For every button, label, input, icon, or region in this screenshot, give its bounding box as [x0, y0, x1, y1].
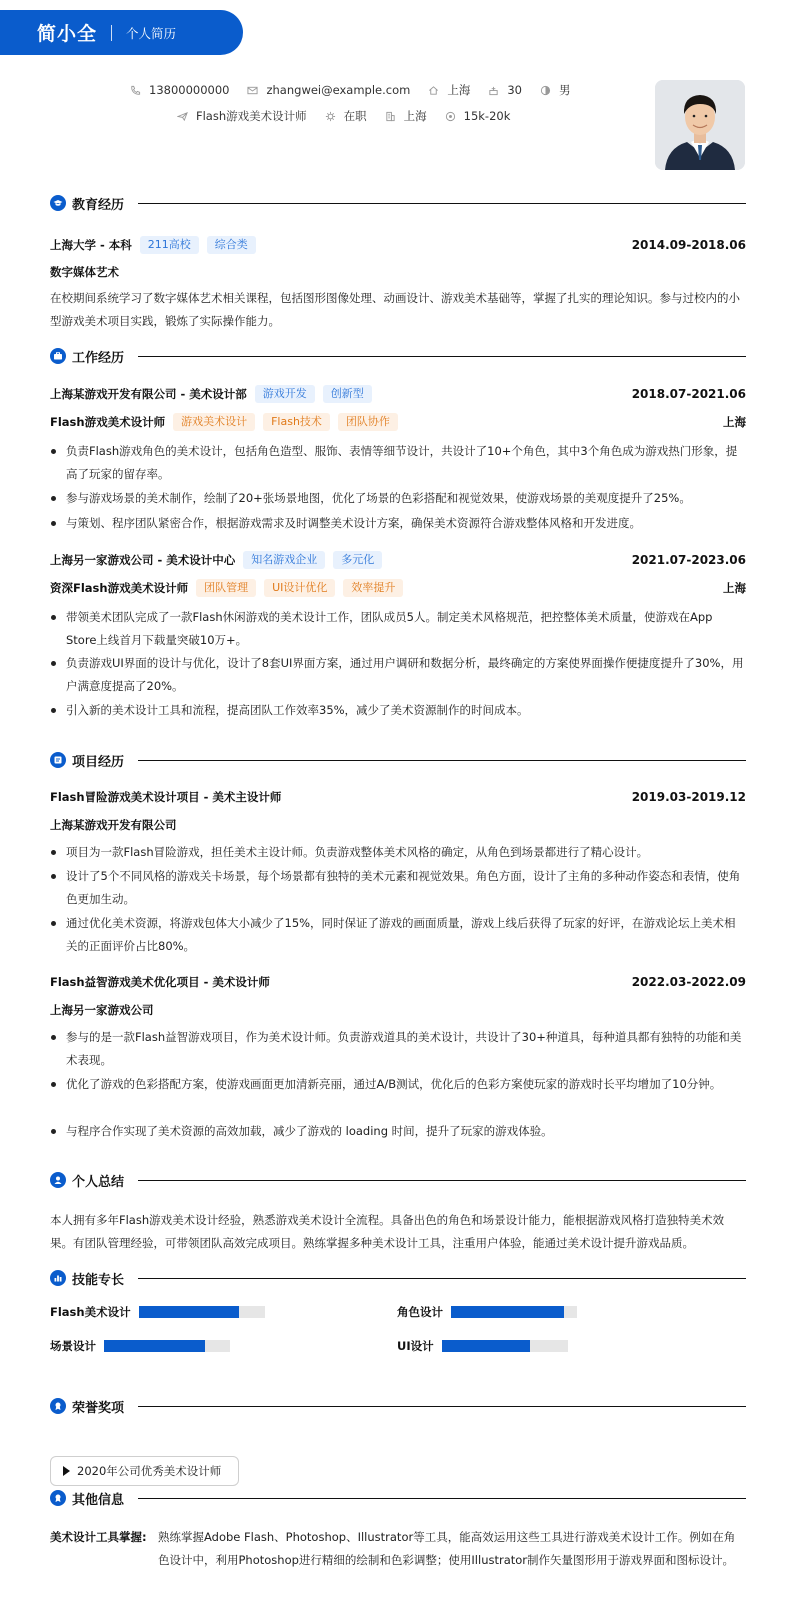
job-role-row: [50, 580, 746, 596]
skill-bar: [442, 1340, 568, 1352]
gender-text: 男: [558, 83, 571, 97]
project-company: 上海某游戏开发有限公司: [50, 818, 177, 832]
age-icon: [488, 85, 499, 96]
graduation-cap-icon: [50, 195, 66, 211]
award-icon: [50, 1398, 66, 1414]
role-tag: 团队管理: [196, 579, 256, 597]
user-icon: [50, 1172, 66, 1188]
job-bullet: 参与游戏场景的美术制作，绘制了20+张场景地图，优化了场景的色彩搭配和视觉效果，使游戏场景的美观度提升了25%。: [50, 487, 746, 510]
job-bullet: 负责游戏UI界面的设计与优化，设计了8套UI界面方案，通过用户调研和数据分析，最终确定的方案使界面操作便捷度提升了30%，用户满意度提高了20%。: [50, 652, 746, 698]
project-company: 上海另一家游戏公司: [50, 1003, 154, 1017]
project-bullet: 参与的是一款Flash益智游戏项目，作为美术设计师。负责游戏道具的美术设计，共设计了30+种道具，每种道具都有独特的功能和美术表现。: [50, 1026, 746, 1072]
contact-row-2: [177, 108, 528, 124]
section-divider: [138, 760, 746, 761]
contact-row-1: [130, 82, 588, 98]
job-role: 资深Flash游戏美术设计师: [50, 581, 189, 595]
location-item: [428, 82, 470, 98]
age-text: 30: [507, 83, 522, 97]
education-major-row: [50, 264, 746, 280]
phone-item: [130, 83, 229, 97]
position-text: Flash游戏美术设计师: [196, 109, 307, 123]
skill-name: 场景设计: [50, 1339, 96, 1353]
skill-name: Flash美术设计: [50, 1305, 131, 1319]
skill-item: [50, 1338, 230, 1354]
section-divider: [138, 203, 746, 204]
info-icon: [50, 1490, 66, 1506]
skill-bar: [104, 1340, 230, 1352]
salary-text: 15k-20k: [463, 109, 511, 123]
chart-icon: [50, 1270, 66, 1286]
section-divider: [138, 1180, 746, 1181]
company-tag: 知名游戏企业: [243, 551, 325, 569]
project-bullet: 与程序合作实现了美术资源的高效加载，减少了游戏的 loading 时间，提升了玩家的游戏体验。: [50, 1120, 746, 1143]
company-name: 上海某游戏开发有限公司 - 美术设计部: [50, 387, 247, 401]
profile-photo: [655, 80, 745, 170]
role-tag: UI设计优化: [264, 579, 335, 597]
salary-icon: [445, 111, 456, 122]
email-item: [247, 83, 410, 97]
section-other: [50, 1488, 746, 1508]
summary-text: 本人拥有多年Flash游戏美术设计经验，熟悉游戏美术设计全流程。具备出色的角色和场景设计能力，能根据游戏风格打造独特美术效果。有团队管理经验，可带领团队高效完成项目。熟练掌握多种美术设计工具，注重用户体验，能通过美术设计提升游戏品质。: [50, 1213, 725, 1250]
project-icon: [50, 752, 66, 768]
job-date: 2021.07-2023.06: [631, 553, 746, 567]
section-divider: [138, 1278, 746, 1279]
header-banner: [0, 10, 243, 55]
project-name: Flash冒险游戏美术设计项目 - 美术主设计师: [50, 790, 282, 804]
section-title-projects: 项目经历: [72, 754, 125, 770]
skill-item: [397, 1338, 568, 1354]
section-divider: [138, 356, 746, 357]
section-title-skills: 技能专长: [72, 1272, 125, 1288]
role-tag: 团队协作: [338, 413, 398, 431]
city-text: 上海: [403, 109, 427, 123]
job-bullet: 带领美术团队完成了一款Flash休闲游戏的美术设计工作，团队成员5人。制定美术风格规范，把控整体美术质量，使游戏在App Store上线首月下载量突破10万+。: [50, 606, 746, 652]
plane-icon: [177, 111, 188, 122]
job-bullet: 引入新的美术设计工具和流程，提高团队工作效率35%，减少了美术资源制作的时间成本。: [50, 699, 746, 722]
section-education: [50, 193, 746, 213]
candidate-name: 简小全: [37, 23, 98, 45]
phone-text: 13800000000: [149, 83, 230, 97]
job-header: [50, 386, 746, 402]
briefcase-icon: [50, 348, 66, 364]
company-tag: 多元化: [333, 551, 382, 569]
section-title-honors: 荣誉奖项: [72, 1400, 125, 1416]
school-name: 上海大学 - 本科: [50, 238, 132, 252]
section-honors: [50, 1396, 746, 1416]
school-tag: 综合类: [207, 236, 256, 254]
role-tag: 效率提升: [343, 579, 403, 597]
project-date: 2019.03-2019.12: [631, 790, 746, 804]
skill-bar: [139, 1306, 265, 1318]
building-icon: [385, 111, 396, 122]
education-header: [50, 237, 746, 253]
header-subtitle: 个人简历: [126, 25, 177, 41]
education-description: 在校期间系统学习了数字媒体艺术相关课程，包括图形图像处理、动画设计、游戏美术基础等，掌握了扎实的理论知识。参与过校内的小型游戏美术项目实践，锻炼了实际操作能力。: [50, 291, 740, 328]
triangle-icon: [63, 1466, 70, 1476]
skill-bar-fill: [139, 1306, 240, 1318]
award-badge: [50, 1456, 239, 1486]
company-tag: 游戏开发: [255, 385, 315, 403]
project-bullet: 项目为一款Flash冒险游戏，担任美术主设计师。负责游戏整体美术风格的确定，从角色到场景都进行了精心设计。: [50, 841, 746, 864]
award-text: 2020年公司优秀美术设计师: [77, 1464, 222, 1478]
other-label: 美术设计工具掌握:: [50, 1530, 147, 1544]
job-date: 2018.07-2021.06: [631, 387, 746, 401]
location-text: 上海: [447, 83, 471, 97]
skill-item: [397, 1304, 577, 1320]
role-tag: 游戏美术设计: [173, 413, 255, 431]
skill-name: UI设计: [397, 1339, 434, 1353]
gender-icon: [540, 85, 551, 96]
age-item: [488, 83, 522, 97]
section-summary: [50, 1170, 746, 1190]
home-icon: [428, 85, 439, 96]
project-name: Flash益智游戏美术优化项目 - 美术设计师: [50, 975, 270, 989]
other-text: 熟练掌握Adobe Flash、Photoshop、Illustrator等工具，能高效运用这些工具进行游戏美术设计工作。例如在角色设计中，利用Photoshop进行精细的绘制和色彩调整；使用Illustrator制作矢量图形用于游戏界面和图标设计。: [158, 1530, 736, 1567]
project-header: [50, 974, 746, 990]
section-skills: [50, 1268, 746, 1288]
phone-icon: [130, 85, 141, 96]
status-item: [325, 108, 367, 124]
job-city: 上海: [723, 415, 746, 429]
skill-item: [50, 1304, 265, 1320]
skill-name: 角色设计: [397, 1305, 443, 1319]
section-title-work: 工作经历: [72, 350, 125, 366]
education-major: 数字媒体艺术: [50, 265, 119, 279]
education-date: 2014.09-2018.06: [631, 238, 746, 252]
project-bullet: 通过优化美术资源，将游戏包体大小减少了15%，同时保证了游戏的画面质量，游戏上线后获得了玩家的好评，在游戏论坛上美术相关的正面评价占比80%。: [50, 912, 746, 958]
status-text: 在职: [343, 109, 367, 123]
job-role-row: [50, 414, 746, 430]
job-header: [50, 552, 746, 568]
job-role: Flash游戏美术设计师: [50, 415, 166, 429]
skill-bar-fill: [104, 1340, 205, 1352]
section-title-other: 其他信息: [72, 1492, 125, 1508]
skill-bar: [451, 1306, 577, 1318]
gender-item: [540, 82, 571, 98]
project-company-row: [50, 1002, 746, 1018]
salary-item: [445, 109, 511, 123]
section-title-education: 教育经历: [72, 197, 125, 213]
section-projects: [50, 750, 746, 770]
section-divider: [138, 1406, 746, 1407]
position-item: [177, 108, 307, 124]
section-divider: [138, 1498, 746, 1499]
school-tag: 211高校: [140, 236, 199, 254]
job-city: 上海: [723, 581, 746, 595]
email-text: zhangwei@example.com: [266, 83, 411, 97]
section-work: [50, 346, 746, 366]
skill-bar-fill: [442, 1340, 530, 1352]
header-divider: [111, 25, 112, 41]
project-bullet: 优化了游戏的色彩搭配方案，使游戏画面更加清新亮丽，通过A/B测试，优化后的色彩方案使玩家的游戏时长平均增加了10分钟。: [50, 1073, 746, 1096]
project-date: 2022.03-2022.09: [631, 975, 746, 989]
job-bullet: 与策划、程序团队紧密合作，根据游戏需求及时调整美术设计方案，确保美术资源符合游戏整体风格和开发进度。: [50, 512, 746, 535]
section-title-summary: 个人总结: [72, 1174, 125, 1190]
project-header: [50, 789, 746, 805]
city-item: [385, 108, 427, 124]
status-icon: [325, 111, 336, 122]
mail-icon: [247, 85, 258, 96]
role-tag: Flash技术: [263, 413, 330, 431]
job-bullet: 负责Flash游戏角色的美术设计，包括角色造型、服饰、表情等细节设计，共设计了10+个角色，其中3个角色成为游戏热门形象，提高了玩家的留存率。: [50, 440, 746, 486]
company-tag: 创新型: [323, 385, 372, 403]
project-bullet: 设计了5个不同风格的游戏关卡场景，每个场景都有独特的美术元素和视觉效果。角色方面，设计了主角的多种动作姿态和表情，使角色更加生动。: [50, 865, 746, 911]
project-company-row: [50, 817, 746, 833]
skill-bar-fill: [451, 1306, 564, 1318]
company-name: 上海另一家游戏公司 - 美术设计中心: [50, 553, 236, 567]
